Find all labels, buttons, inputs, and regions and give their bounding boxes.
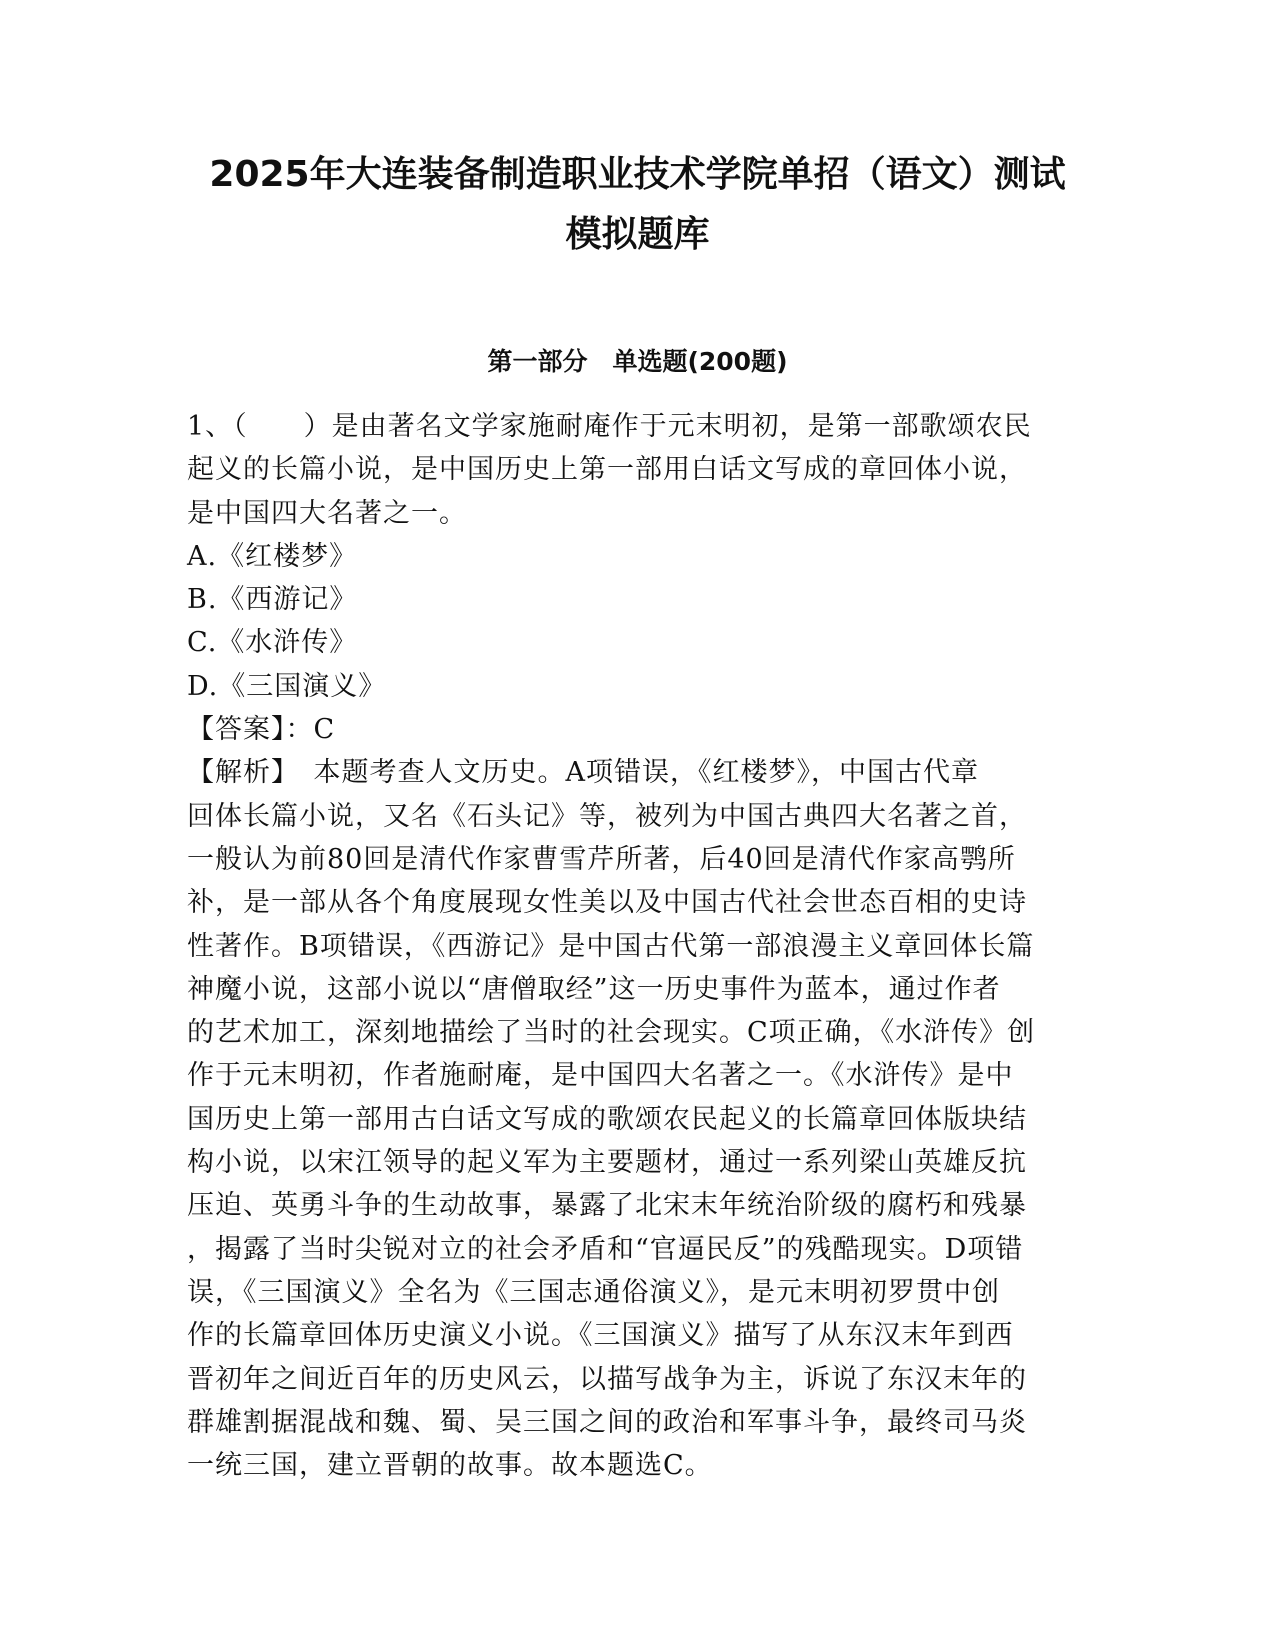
- title-line: 模拟题库: [565, 214, 710, 255]
- analysis-line: 作于元末明初，作者施耐庵，是中国四大名著之一。《水浒传》是中: [187, 1060, 1014, 1092]
- question-stem-line: 起义的长篇小说，是中国历史上第一部用白话文写成的章回体小说，: [187, 454, 1027, 486]
- analysis-line: 补，是一部从各个角度展现女性美以及中国古代社会世态百相的史诗: [187, 887, 1027, 919]
- title-line: 2025年大连装备制造职业技术学院单招（语文）测试: [209, 154, 1066, 195]
- option-a: A.《红楼梦》: [187, 540, 358, 572]
- option-d: D.《三国演义》: [187, 670, 387, 702]
- analysis-line: 作的长篇章回体历史演义小说。《三国演义》描写了从东汉末年到西: [187, 1320, 1014, 1352]
- analysis-line: 一般认为前80回是清代作家曹雪芹所著，后40回是清代作家高鹗所: [187, 843, 1016, 875]
- analysis-line: 群雄割据混战和魏、蜀、吴三国之间的政治和军事斗争，最终司马炎: [187, 1406, 1027, 1438]
- analysis-line: 国历史上第一部用古白话文写成的歌颂农民起义的长篇章回体版块结: [187, 1103, 1027, 1135]
- option-b: B.《西游记》: [187, 584, 358, 616]
- analysis-line: ，揭露了当时尖锐对立的社会矛盾和“官逼民反”的残酷现实。D项错: [187, 1233, 1024, 1265]
- analysis-line: 神魔小说，这部小说以“唐僧取经”这一历史事件为蓝本，通过作者: [187, 973, 1001, 1005]
- answer-line: 【答案】：C: [187, 714, 336, 746]
- question-stem-line: 1、（ ）是由著名文学家施耐庵作于元末明初，是第一部歌颂农民: [187, 411, 1032, 442]
- analysis-line: 压迫、英勇斗争的生动故事，暴露了北宋末年统治阶级的腐朽和残暴: [187, 1190, 1027, 1222]
- analysis-line: 性著作。B项错误，《西游记》是中国古代第一部浪漫主义章回体长篇: [187, 930, 1035, 962]
- analysis-line: 构小说，以宋江领导的起义军为主要题材，通过一系列梁山英雄反抗: [187, 1147, 1027, 1179]
- section-heading: 第一部分 单选题(200题): [487, 347, 788, 376]
- analysis-line: 晋初年之间近百年的历史风云，以描写战争为主，诉说了东汉末年的: [187, 1363, 1027, 1395]
- analysis-line: 的艺术加工，深刻地描绘了当时的社会现实。C项正确，《水浒传》创: [187, 1017, 1036, 1049]
- question-block: [187, 405, 1087, 1487]
- analysis-line: 误，《三国演义》全名为《三国志通俗演义》，是元末明初罗贯中创: [187, 1276, 1000, 1308]
- analysis-line: 一统三国，建立晋朝的故事。故本题选C。: [187, 1450, 713, 1482]
- question-stem-line: 是中国四大名著之一。: [187, 497, 467, 529]
- analysis-line: 【解析】 本题考查人文历史。A项错误，《红楼梦》，中国古代章: [187, 757, 979, 789]
- analysis-line: 回体长篇小说，又名《石头记》等，被列为中国古典四大名著之首，: [187, 800, 1027, 832]
- document-title: [0, 145, 1275, 265]
- option-c: C.《水浒传》: [187, 627, 358, 659]
